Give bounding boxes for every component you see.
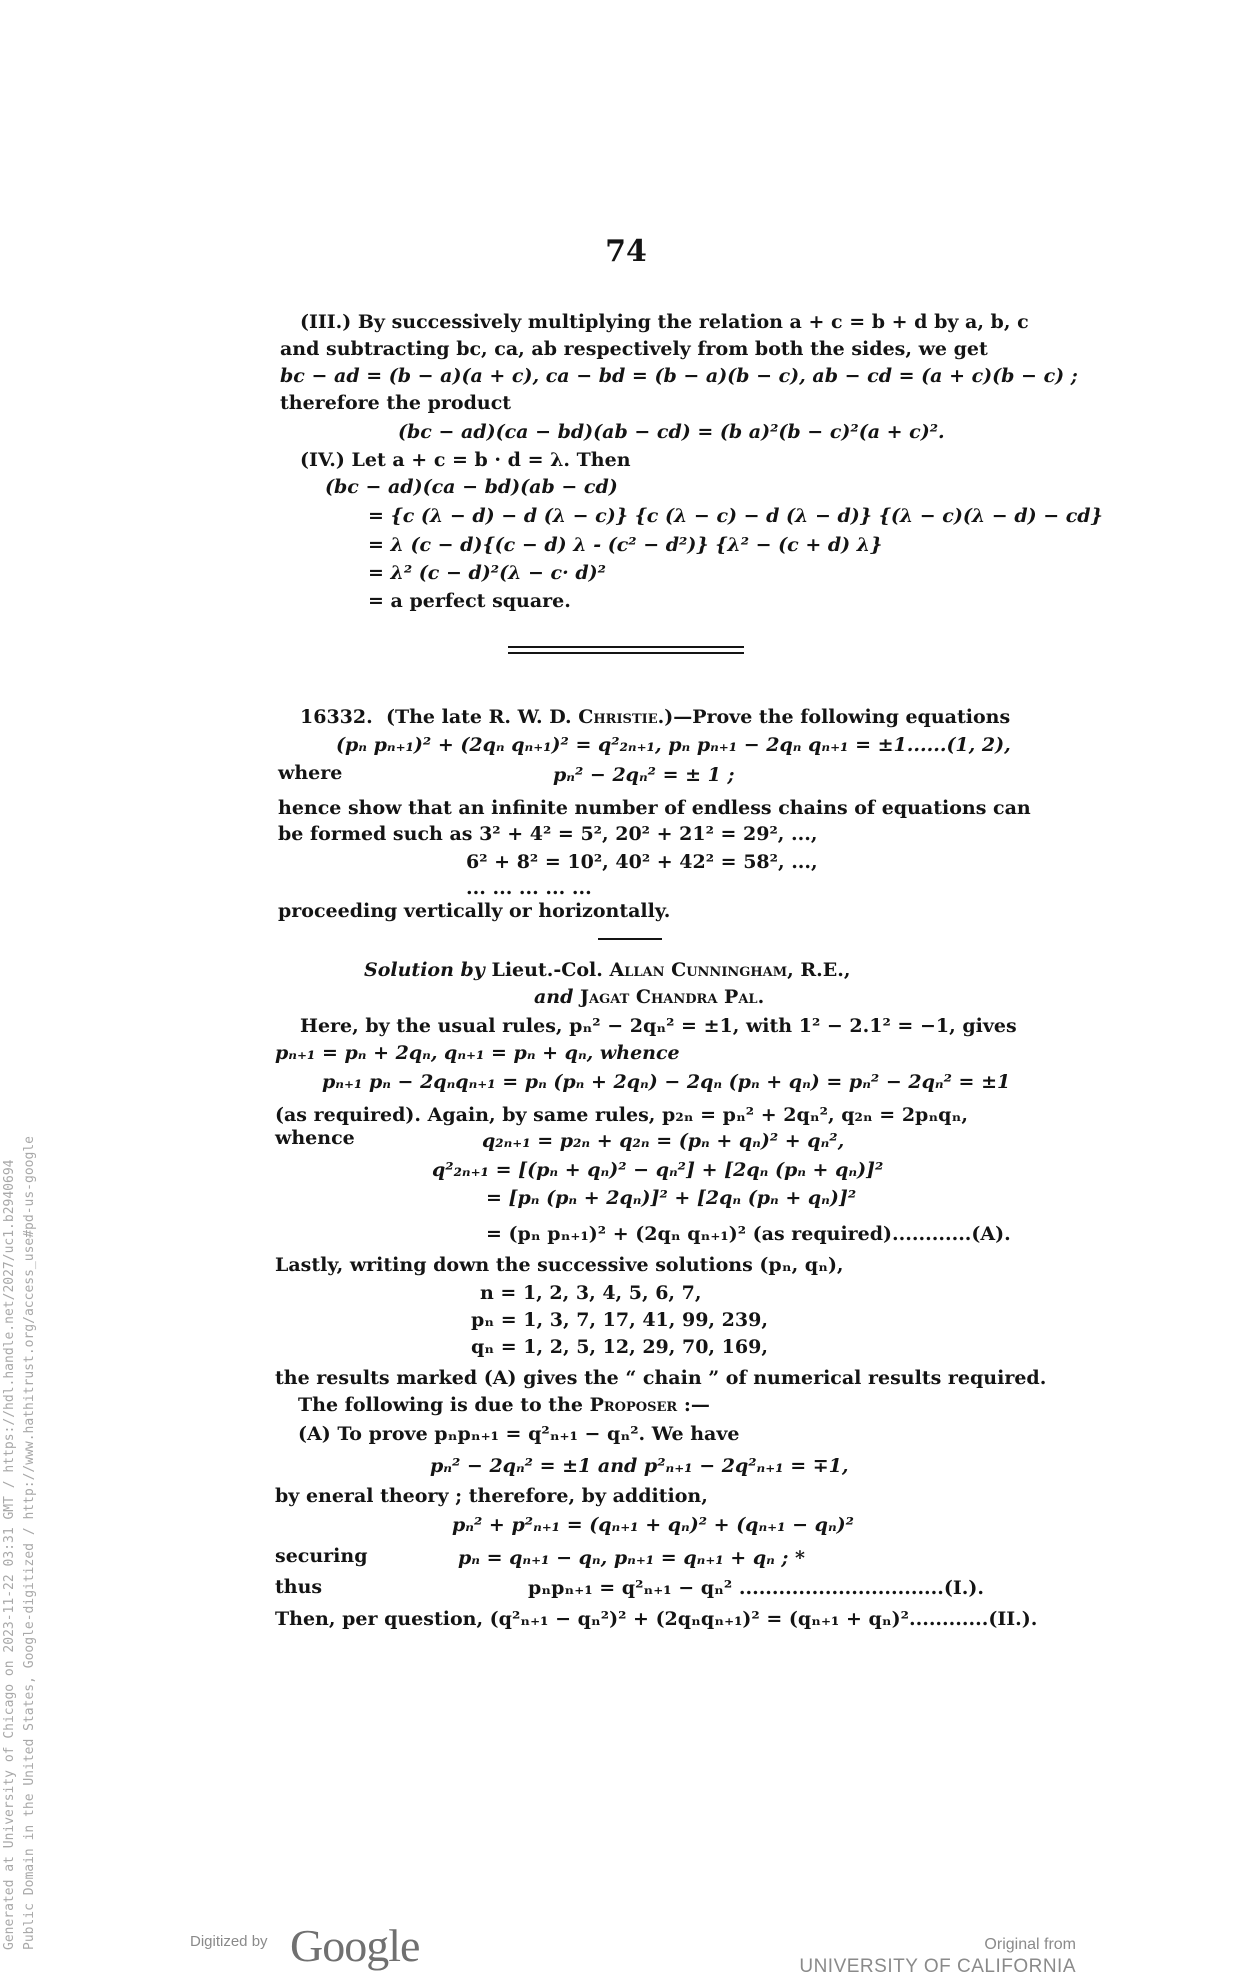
question-closing: proceeding vertically or horizontally. <box>278 900 671 922</box>
solution-line-6: q₂ₙ₊₁ = p₂ₙ + q₂ₙ = (pₙ + qₙ)² + qₙ², <box>482 1130 845 1152</box>
solution-line-14: the results marked (A) gives the “ chain ” of numerical results required. <box>275 1367 1047 1389</box>
part-a-line-7: Then, per question, (q²ₙ₊₁ − qₙ²)² + (2qₙqₙ₊₁)² = (qₙ₊₁ + qₙ)²............(II.). <box>275 1608 1038 1630</box>
solution-table-q: qₙ = 1, 2, 5, 12, 29, 70, 169, <box>471 1336 768 1358</box>
solution-rule <box>598 938 662 940</box>
page-number: 74 <box>605 234 647 269</box>
part3-line-1: (III.) By successively multiplying the relation a + c = b + d by a, b, c <box>300 311 1029 333</box>
proposer-post: :— <box>677 1394 710 1416</box>
solution-by-line <box>364 958 851 982</box>
part4-line-1: (IV.) Let a + c = b · d = λ. Then <box>300 449 631 471</box>
solution-author2-post: . <box>757 986 765 1008</box>
separator-rule-bottom <box>508 652 744 654</box>
solution-line-4: (as required). Again, by same rules, p₂ₙ = pₙ² + 2qₙ², q₂ₙ = 2pₙqₙ, <box>275 1104 968 1126</box>
solution-line-1: Here, by the usual rules, pₙ² − 2qₙ² = ±1, with 1² − 2.1² = −1, gives <box>300 1015 1017 1037</box>
solution-author1-pre: Lieut.-Col. <box>484 959 610 981</box>
watermark-line-2: Public Domain in the United States, Google-digitized / http://www.hathitrust.org/access_use#pd-us-google <box>22 1136 37 1950</box>
google-logo: Google <box>290 1920 420 1971</box>
part3-line-3: bc − ad = (b − a)(a + c), ca − bd = (b − a)(b − c), ab − cd = (a + c)(b − c) ; <box>280 365 1078 387</box>
university-label: UNIVERSITY OF CALIFORNIA <box>799 1956 1076 1977</box>
part3-product-equation: (bc − ad)(ca − bd)(ab − cd) = (b a)²(b − c)²(a + c)². <box>398 421 945 443</box>
part4-line-4: = λ (c − d){(c − d) λ - (c² − d²)} {λ² − (c + d) λ} <box>368 534 883 556</box>
part4-line-2: (bc − ad)(ca − bd)(ab − cd) <box>325 476 618 498</box>
question-number: 16332. <box>300 706 373 728</box>
part-a-thus-label: thus <box>275 1576 323 1598</box>
watermark-line-1: Generated at University of Chicago on 2023-11-22 03:31 GMT / https://hdl.handle.net/2027/uc1.b2940694 <box>2 1159 17 1950</box>
solution-whence-label: whence <box>275 1127 355 1149</box>
solution-line-2: pₙ₊₁ = pₙ + 2qₙ, qₙ₊₁ = pₙ + qₙ, whence <box>275 1042 680 1064</box>
solution-and-line <box>534 985 764 1009</box>
question-where-label: where <box>278 762 343 784</box>
question-hence-line-1: hence show that an infinite number of endless chains of equations can <box>278 797 1031 819</box>
solution-line-9: = (pₙ pₙ₊₁)² + (2qₙ qₙ₊₁)² (as required)............(A). <box>486 1223 1011 1245</box>
part3-line-4: therefore the product <box>280 392 512 414</box>
proposer-name: Proposer <box>589 1394 678 1416</box>
part-a-line-3: by eneral theory ; therefore, by addition, <box>275 1485 708 1507</box>
solution-line-3: pₙ₊₁ pₙ − 2qₙqₙ₊₁ = pₙ (pₙ + 2qₙ) − 2qₙ (pₙ + qₙ) = pₙ² − 2qₙ² = ±1 <box>322 1071 1011 1093</box>
part-a-securing-label: securing <box>275 1545 368 1567</box>
part3-line-2: and subtracting bc, ca, ab respectively from both the sides, we get <box>280 338 988 360</box>
solution-line-10: Lastly, writing down the successive solutions (pₙ, qₙ), <box>275 1254 844 1276</box>
solution-author1: Allan Cunningham <box>609 959 788 981</box>
question-where-equation: pₙ² − 2qₙ² = ± 1 ; <box>553 764 735 786</box>
solution-and-label: and <box>534 986 574 1008</box>
part4-line-6: = a perfect square. <box>368 590 571 612</box>
part-a-line-6: pₙpₙ₊₁ = q²ₙ₊₁ − qₙ² ...............................(I.). <box>528 1577 984 1599</box>
hathitrust-watermark <box>0 1136 40 1950</box>
proposer-pre: The following is due to the <box>298 1394 590 1416</box>
original-from-label: Original from <box>984 1936 1076 1953</box>
part-a-line-4: pₙ² + p²ₙ₊₁ = (qₙ₊₁ + qₙ)² + (qₙ₊₁ − qₙ)² <box>452 1514 854 1536</box>
question-equation-1: (pₙ pₙ₊₁)² + (2qₙ qₙ₊₁)² = q²₂ₙ₊₁, pₙ pₙ₊₁ − 2qₙ qₙ₊₁ = ±1......(1, 2), <box>336 734 1011 756</box>
question-author: Christie <box>578 706 658 728</box>
part-a-line-1: (A) To prove pₙpₙ₊₁ = q²ₙ₊₁ − qₙ². We have <box>298 1423 740 1445</box>
solution-line-8: = [pₙ (pₙ + 2qₙ)]² + [2qₙ (pₙ + qₙ)]² <box>486 1187 857 1209</box>
part-a-line-2: pₙ² − 2qₙ² = ±1 and p²ₙ₊₁ − 2q²ₙ₊₁ = ∓1, <box>430 1455 849 1477</box>
solution-table-p: pₙ = 1, 3, 7, 17, 41, 99, 239, <box>471 1309 768 1331</box>
solution-author2: Jagat Chandra Pal <box>580 986 758 1008</box>
part-a-line-5: pₙ = qₙ₊₁ − qₙ, pₙ₊₁ = qₙ₊₁ + qₙ ; * <box>458 1547 805 1569</box>
question-chain-dots: ... ... ... ... ... <box>466 877 592 899</box>
solution-table-n: n = 1, 2, 3, 4, 5, 6, 7, <box>480 1282 702 1304</box>
solution-line-7: q²₂ₙ₊₁ = [(pₙ + qₙ)² − qₙ²] + [2qₙ (pₙ + qₙ)]² <box>432 1159 884 1181</box>
solution-author1-post: , R.E., <box>787 959 851 981</box>
question-attribution-post: .)—Prove the following equations <box>657 706 1011 728</box>
question-chain-row-2: 6² + 8² = 10², 40² + 42² = 58², ..., <box>466 851 818 873</box>
solution-by-label: Solution by <box>364 959 485 981</box>
proposer-line <box>298 1393 710 1417</box>
digitized-by-label: Digitized by <box>190 1933 268 1950</box>
separator-rule-top <box>508 646 744 648</box>
part4-line-5: = λ² (c − d)²(λ − c· d)² <box>368 562 606 584</box>
question-attribution-pre: (The late R. W. D. <box>385 706 579 728</box>
question-heading <box>300 705 1010 729</box>
part4-line-3: = {c (λ − d) − d (λ − c)} {c (λ − c) − d (λ − d)} {(λ − c)(λ − d) − cd} <box>368 505 1103 527</box>
question-hence-line-2: be formed such as 3² + 4² = 5², 20² + 21² = 29², ..., <box>278 823 818 845</box>
